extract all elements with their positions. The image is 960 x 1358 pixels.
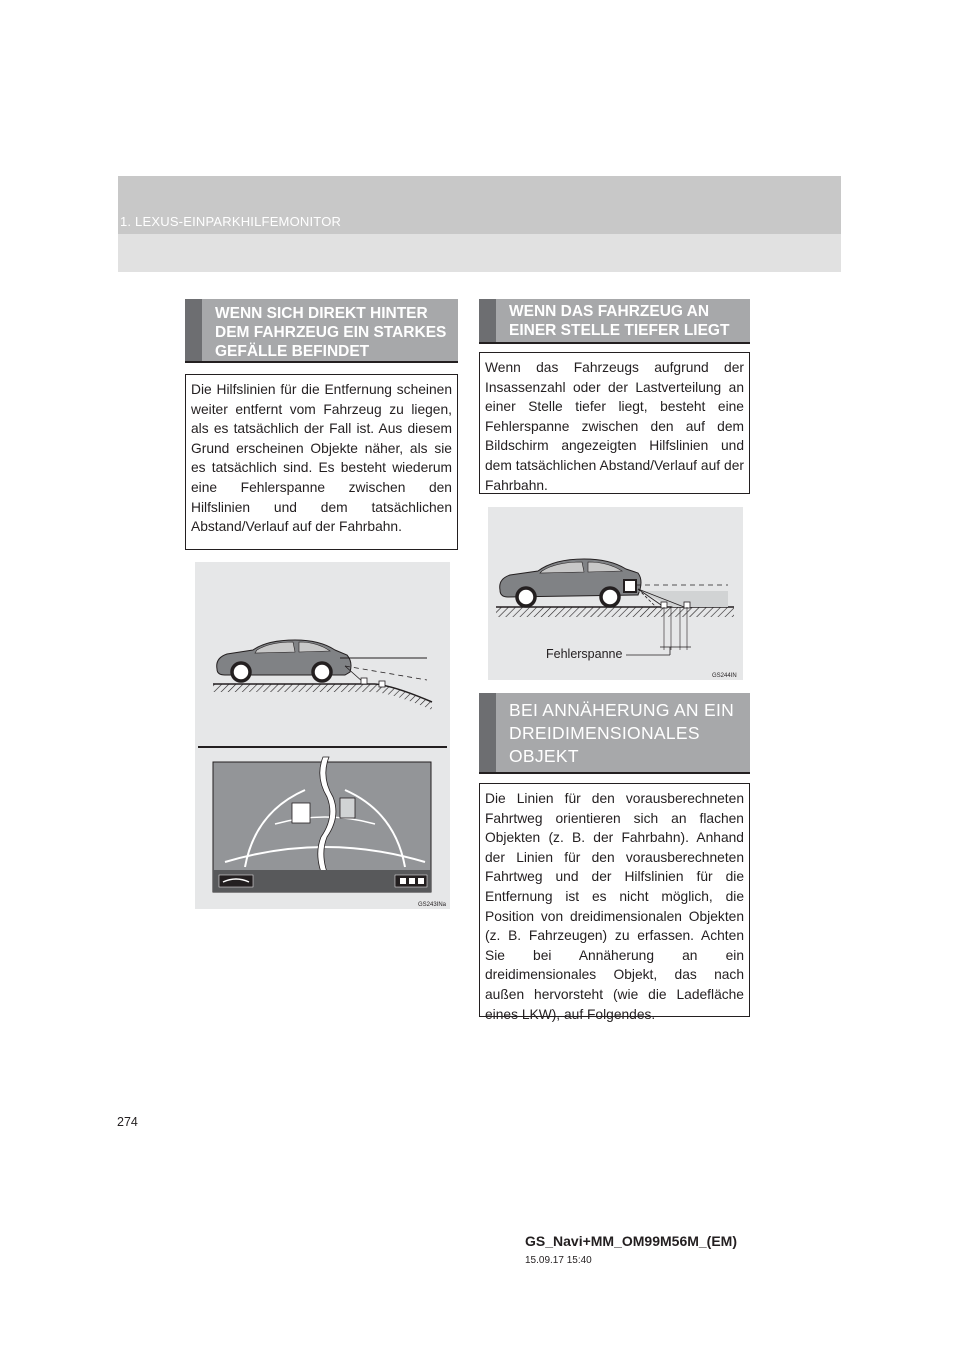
right-section-heading-2 xyxy=(479,693,750,772)
right-text-box-2 xyxy=(479,783,750,1022)
slope-diagram xyxy=(195,562,450,909)
heading-accent-bar xyxy=(185,299,202,361)
left-heading-text: WENN SICH DIREKT HINTER DEM FAHRZEUG EIN STARKES GEFÄLLE BEFINDET xyxy=(215,305,447,360)
left-section-heading xyxy=(185,299,458,361)
right-heading-1-text: WENN DAS FAHRZEUG AN EINER STELLE TIEFER LIEGT xyxy=(509,303,730,339)
document-timestamp: 15.09.17 15:40 xyxy=(525,1255,592,1266)
header-top-strip xyxy=(118,176,841,234)
heading-rule xyxy=(185,361,458,363)
right-section-heading-1 xyxy=(479,299,750,342)
right-figure-id: GS244IN xyxy=(712,673,737,679)
right-heading-2-text: BEI ANNÄHERUNG AN EIN DREIDIMENSIONALES OBJEKT xyxy=(509,700,735,766)
heading-rule xyxy=(479,342,750,344)
running-header xyxy=(118,176,841,272)
error-margin-label: Fehlerspanne xyxy=(546,647,623,661)
left-text-box xyxy=(185,374,458,550)
heading-accent-bar xyxy=(479,299,496,342)
left-body-text: Die Hilfslinien für die Entfernung scheinen weiter entfernt vom Fahrzeug zu liegen, als es tatsächlich der Fall ist. Aus diesem Grund erscheinen Objekte näher, als sie es tatsächlich sind. Es besteht wiederum eine Fehlerspanne zwischen den Hilfslinien und dem tatsächlichen Abstand/Verlauf auf der Fahrbahn. xyxy=(191,382,452,535)
document-code: GS_Navi+MM_OM99M56M_(EM) xyxy=(525,1233,738,1249)
right-body-1-text: Wenn das Fahrzeugs aufgrund der Insassenzahl oder der Lastverteilung an einer Stelle tiefer liegt, besteht eine Fehlerspanne zwischen den auf dem Bildschirm angezeigten Hilfslinien und dem tatsächlichen Abstand/Verlauf auf der Fahrbahn. xyxy=(485,360,744,493)
heading-rule xyxy=(479,772,750,774)
right-text-box-1 xyxy=(479,352,750,494)
right-body-2-text: Die Linien für den vorausberechneten Fahrtweg orientieren sich an flachen Objekten (z. B. der Fahrbahn). Anhand der Linien für den vorausberechneten Fahrtweg und der Hilfslinien für die Entfernung ist es nicht möglich, die Position von dreidimensionalen Objekten (z. B. Fahrzeugen) zu erfassen. Achten Sie bei Annäherung an ein dreidimensionales Objekt, das nach außen hervorsteht (wie die Ladefläche eines LKW), auf Folgendes. xyxy=(485,791,744,1022)
header-title: 1. LEXUS-EINPARKHILFEMONITOR xyxy=(120,214,342,229)
heading-accent-bar xyxy=(479,693,496,772)
left-figure-id: GS243INa xyxy=(418,902,447,908)
page-number: 274 xyxy=(117,1115,138,1129)
slope-illustration xyxy=(195,562,450,909)
